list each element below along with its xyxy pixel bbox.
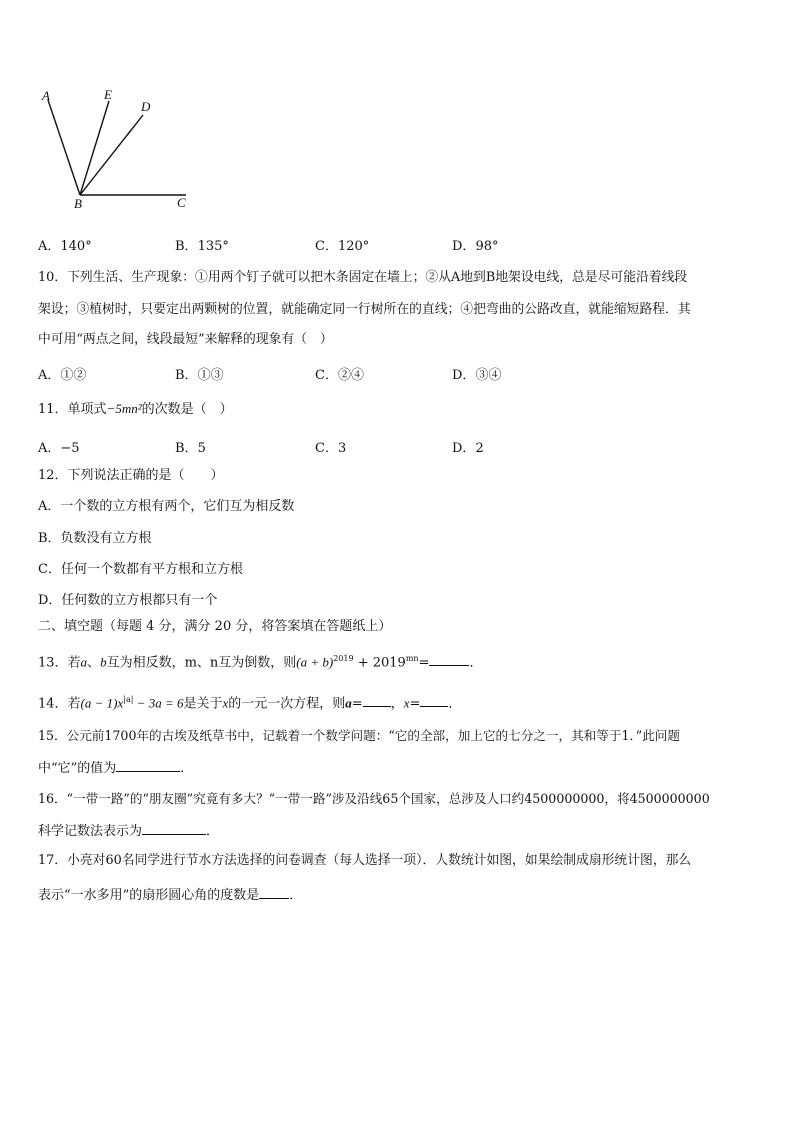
angle-figure-svg [30,84,200,214]
q9-option-c [315,235,369,254]
q13-expression: (a + b) [296,654,334,670]
q13-mid: 互为相反数，m、n互为倒数，则 [106,655,297,671]
q13-stem [38,651,482,671]
label-E: E [104,87,112,102]
option-text: ②④ [337,368,364,383]
answer-blank[interactable] [142,822,206,835]
q14-end: ． [448,696,462,712]
equals: = [351,696,363,712]
q11-stem [38,401,233,418]
q9-option-d [452,235,498,254]
q14-expression: (a − 1)x [80,695,124,711]
option-text: −5 [60,441,80,456]
q11-options [38,437,758,455]
q11-option-c [315,437,346,456]
q13-exponent-mn: mn [405,654,419,663]
ray-BA [48,100,80,195]
q9-options [38,235,758,253]
label-B: B [74,196,82,211]
angle-figure [30,84,200,214]
option-text: 98° [475,239,499,254]
option-letter: A． [38,441,61,456]
q16-line2 [38,822,219,840]
q15-line2 [38,759,193,777]
option-letter: D． [452,239,476,254]
option-text: 3 [337,441,347,456]
var-x: x [222,695,229,711]
q14-mid: 是关于 [183,696,223,712]
option-text: 120° [337,239,370,254]
q12-option-b: B．负数没有立方根 [38,531,152,546]
q13-suffix: = [418,655,430,671]
q10-line1: 10．下列生活、生产现象：①用两个钉子就可以把木条固定在墙上；②从A地到B地架设电线，总是尽可能沿着线段 [38,270,688,285]
q10-option-a [38,364,86,383]
option-letter: D． [452,368,476,383]
option-letter: B． [175,368,198,383]
var-b: b [100,654,107,670]
q10-options [38,364,758,382]
q12-stem: 12．下列说法正确的是（ ） [38,468,224,483]
answer-blank[interactable] [259,886,289,899]
q10-option-b [175,364,224,383]
option-text: 140° [60,239,92,254]
q17-end: ． [289,888,303,903]
answer-blank-x[interactable] [420,694,448,707]
q15-end: ． [180,761,194,776]
q14-exponent: |a| [123,695,134,704]
option-letter: C． [315,239,338,254]
q11-prefix: 11．单项式 [38,402,107,417]
option-letter: D． [452,441,476,456]
option-letter: C． [315,441,338,456]
q10-option-d [452,364,501,383]
q14-mid2: 的一元一次方程，则 [228,696,346,712]
label-A: A [42,88,50,103]
q12-option-d: D．任何数的立方根都只有一个 [38,593,218,608]
option-text: 2 [475,441,484,456]
ray-BE [80,101,109,195]
label-C: C [177,195,186,210]
q10-line2: 架设；③植树时，只要定出两颗树的位置，就能确定同一行树所在的直线；④把弯曲的公路改直，就能缩短路程．其 [38,302,691,317]
q11-expression: −5mn² [106,401,142,416]
q17-prompt: 表示“一水多用”的扇形圆心角的度数是 [38,888,260,903]
q12-option-a: A．一个数的立方根有两个，它们互为相反数 [38,499,295,514]
option-letter: B． [175,441,198,456]
q10-line3: 中可用“两点之间，线段最短”来解释的现象有（ ） [38,332,333,347]
q13-prefix: 13．若 [38,655,81,671]
option-text: 135° [197,239,229,254]
var-a: a [80,654,88,670]
q14-prefix: 14．若 [38,696,81,712]
option-letter: B． [175,239,198,254]
option-text: ③④ [475,368,502,383]
q15-line1: 15．公元前1700年的古埃及纸草书中，记载着一个数学问题：“它的全部，加上它的七分之一，其和等于1．”此问题 [38,728,680,743]
option-text: ①② [60,368,87,383]
q17-line1: 17．小亮对60名同学进行节水方法选择的问卷调查（每人选择一项）．人数统计如图，如果绘制成扇形统计图，那么 [38,853,692,868]
option-text: 5 [197,441,206,456]
q16-end: ． [206,824,220,839]
var-x-label: x [403,695,410,711]
q14-stem [38,692,461,712]
q17-line2 [38,886,302,904]
q11-suffix: 的次数是（ ） [141,402,233,417]
q16-line1: 16．“一带一路”的“朋友圈”究竟有多大？“一带一路”涉及沿线65个国家，总涉及人口约4500000000，将4500000000 [38,791,710,806]
label-D: D [141,99,151,114]
option-letter: A． [38,368,61,383]
q9-option-a [38,235,92,254]
answer-blank[interactable] [429,653,469,666]
q14-sep: ， [390,696,404,712]
q10-option-c [315,364,364,383]
option-text: ①③ [197,368,224,383]
q11-option-d [452,437,484,456]
q13-exponent: 2019 [333,654,354,663]
answer-blank[interactable] [116,759,180,772]
option-letter: A． [38,239,61,254]
q13-sep: 、 [87,655,101,671]
q16-prompt: 科学记数法表示为 [38,824,143,839]
answer-blank-a[interactable] [363,694,391,707]
equals: = [409,696,421,712]
q11-option-a [38,437,80,456]
var-a-label: a [345,695,352,711]
q15-prompt: 中“它”的值为 [38,761,117,776]
option-letter: C． [315,368,338,383]
q13-end: ． [469,655,483,671]
section-title: 二、填空题（每题 4 分，满分 20 分，将答案填在答题纸上） [38,619,392,634]
q13-plus: + 2019 [353,655,406,671]
q9-option-b [175,235,229,254]
q11-option-b [175,437,206,456]
ray-BD [80,115,143,195]
q14-expression-rest: − 3a = 6 [133,695,184,711]
q12-option-c: C．任何一个数都有平方根和立方根 [38,562,243,577]
